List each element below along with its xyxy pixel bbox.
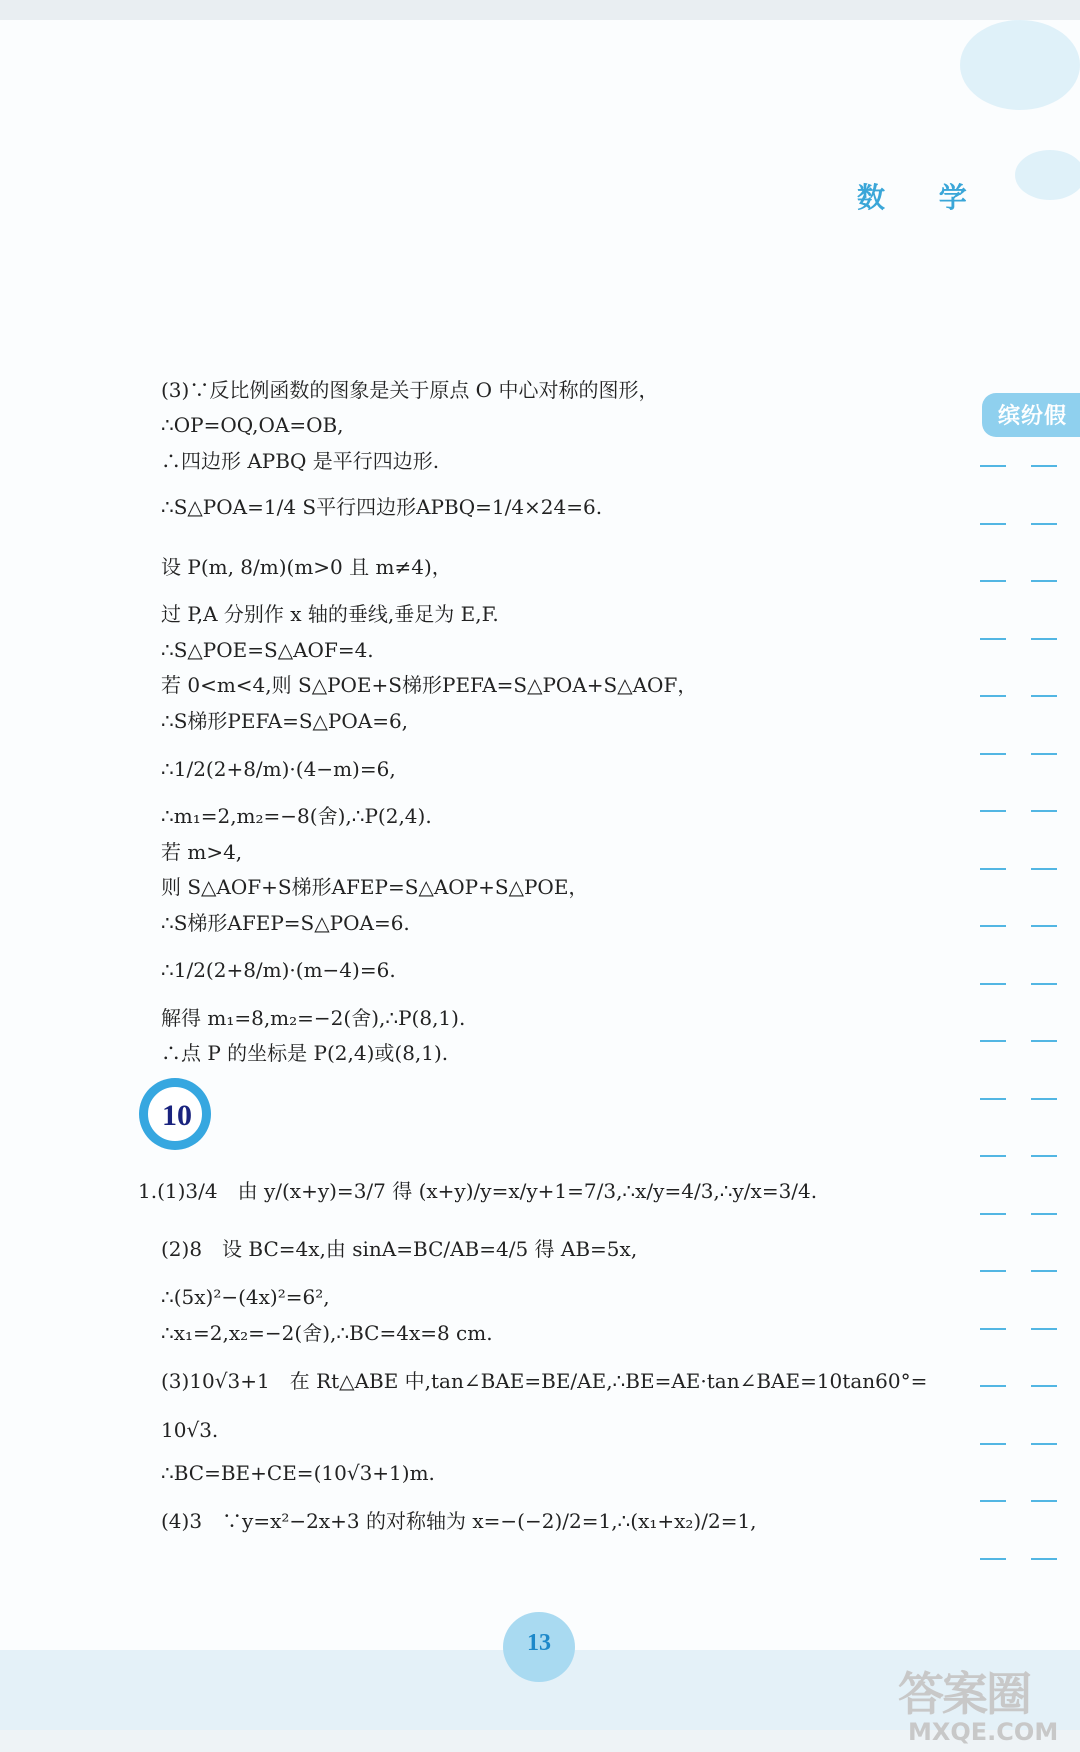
solution-line: 若 m>4,	[161, 840, 243, 864]
solution-line: (3)10√3+1 在 Rt△ABE 中,tan∠BAE=BE/AE,∴BE=AE·tan∠BAE=10tan60°=	[161, 1369, 928, 1393]
section-badge	[139, 1078, 211, 1150]
solution-line: (4)3 ∵y=x²−2x+3 的对称轴为 x=−(−2)/2=1,∴(x₁+x₂)/2=1,	[161, 1509, 757, 1533]
decor-splash	[960, 20, 1080, 110]
solution-line: ∴(5x)²−(4x)²=6²,	[161, 1285, 330, 1309]
subject-title: 数 学	[857, 181, 989, 214]
solution-line: 10√3.	[161, 1418, 219, 1442]
solution-line: ∴S△POA=1/4 S平行四边形APBQ=1/4×24=6.	[161, 495, 603, 519]
solution-line: ∴m₁=2,m₂=−8(舍),∴P(2,4).	[161, 804, 432, 828]
solution-line: (3)∵反比例函数的图象是关于原点 O 中心对称的图形，	[161, 378, 659, 402]
solution-line: 过 P,A 分别作 x 轴的垂线,垂足为 E,F.	[161, 602, 499, 626]
decor-splash	[1015, 150, 1080, 200]
watermark-site: MXQE.COM	[908, 1718, 1059, 1746]
watermark	[898, 1658, 1068, 1748]
side-tab-label: 缤纷假	[998, 404, 1068, 429]
solution-line: ∴S△POE=S△AOF=4.	[161, 638, 374, 662]
solution-line: ∴1/2(2+8/m)·(m−4)=6.	[161, 958, 396, 982]
solution-line: ∴S梯形AFEP=S△POA=6.	[161, 911, 410, 935]
solution-line: ∴点 P 的坐标是 P(2,4)或(8,1).	[161, 1041, 449, 1065]
solution-line: 1.(1)3/4 由 y/(x+y)=3/7 得 (x+y)/y=x/y+1=7/3,∴x/y=4/3,∴y/x=3/4.	[138, 1179, 818, 1203]
solution-line: ∴1/2(2+8/m)·(4−m)=6,	[161, 757, 396, 781]
page-number-badge	[503, 1612, 575, 1682]
solution-line: ∴OP=OQ,OA=OB,	[161, 413, 344, 437]
solution-line: ∴x₁=2,x₂=−2(舍),∴BC=4x=8 cm.	[161, 1321, 493, 1345]
solution-line: 解得 m₁=8,m₂=−2(舍),∴P(8,1).	[161, 1006, 466, 1030]
solution-line: ∴S梯形PEFA=S△POA=6,	[161, 709, 409, 733]
solution-line: 设 P(m, 8/m)(m>0 且 m≠4)，	[161, 555, 452, 579]
solution-line: (2)8 设 BC=4x,由 sinA=BC/AB=4/5 得 AB=5x,	[161, 1237, 638, 1261]
side-tab	[982, 393, 1080, 437]
solution-line: ∴四边形 APBQ 是平行四边形.	[161, 449, 440, 473]
margin-dashes	[978, 455, 1058, 1605]
page-number: 13	[527, 1630, 551, 1656]
section-number: 10	[162, 1099, 192, 1132]
solution-line: ∴BC=BE+CE=(10√3+1)m.	[161, 1461, 435, 1485]
watermark-logo: 答案圈	[898, 1667, 1030, 1721]
top-bar	[0, 0, 1080, 20]
solution-line: 若 0<m<4,则 S△POE+S梯形PEFA=S△POA+S△AOF，	[161, 673, 698, 697]
solution-line: 则 S△AOF+S梯形AFEP=S△AOP+S△POE，	[161, 875, 589, 899]
